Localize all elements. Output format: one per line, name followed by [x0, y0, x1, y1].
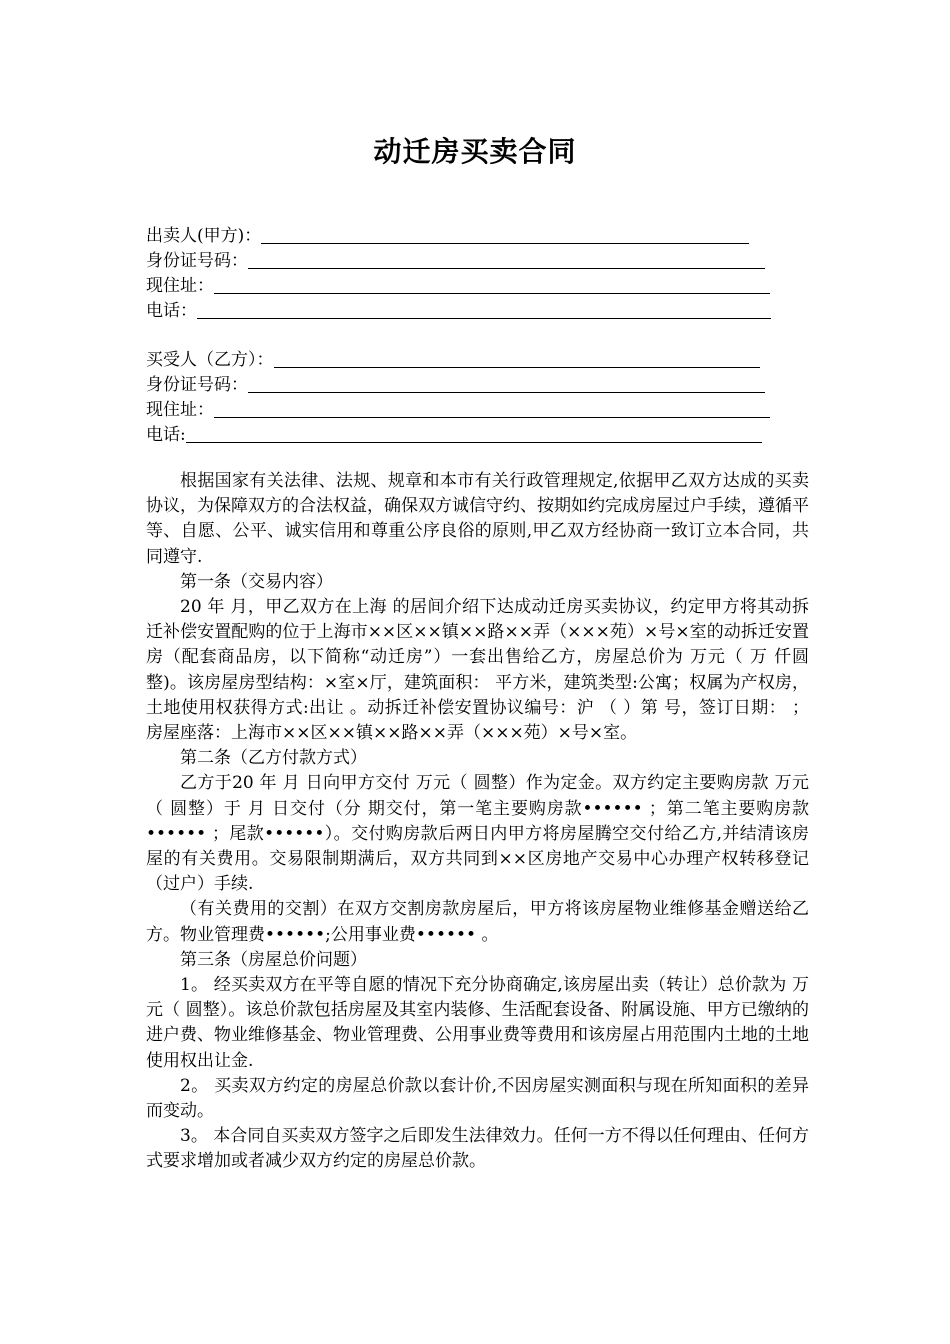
preamble-paragraph: 根据国家有关法律、法规、规章和本市有关行政管理规定,依据甲乙双方达成的买卖协议，为保障双方的合法权益，确保双方诚信守约、按期如约完成房屋过户手续，遵循平等、自愿、公平、诚实信用和尊重公序良俗的原则,甲乙双方经协商一致订立本合同，共同遵守. [146, 471, 809, 567]
article3-heading: 第三条（房屋总价问题） [180, 949, 367, 970]
seller-id-label: 身份证号码： [146, 251, 248, 271]
article1-paragraph: 20 年 月，甲乙双方在上海 的居间介绍下达成动迁房买卖协议，约定甲方将其动拆迁补偿安置配购的位于上海市××区××镇××路××弄（×××苑）×号×室的动拆迁安置房（配套商品房，以下简称“动迁房”）一套出售给乙方，房屋总价为 万元（ 万 仟圆整)。该房屋房型结构：×室×厅，建筑面积： 平方米，建筑类型:公寓；权属为产权房，土地使用权获得方式:出让 。动拆迁补偿安置协议编号：沪 （ ）第 号，签订日期： ； 房屋座落：上海市××区××镇××路××弄（×××苑）×号×室。 [146, 597, 809, 744]
buyer-section [146, 348, 786, 448]
seller-phone-label: 电话： [146, 301, 197, 321]
seller-phone-row [146, 299, 786, 324]
seller-id-row [146, 249, 786, 274]
article3-item-2: 2。 买卖双方约定的房屋总价款以套计价,不因房屋实测面积与现在所知面积的差异而变动。 [146, 1075, 809, 1122]
buyer-phone-label: 电话: [146, 425, 186, 445]
seller-name-label: 出卖人(甲方)： [146, 226, 262, 246]
seller-name-blank[interactable] [261, 226, 749, 244]
seller-id-blank[interactable] [248, 251, 765, 269]
buyer-name-row [146, 348, 786, 373]
buyer-address-blank[interactable] [214, 400, 770, 418]
seller-phone-blank[interactable] [197, 301, 771, 319]
article3-item-1: 1。 经买卖双方在平等自愿的情况下充分协商确定,该房屋出卖（转让）总价款为 万元（ 圆整）。该总价款包括房屋及其室内装修、生活配套设备、附属设施、甲方已缴纳的进户费、物业维修基金、物业管理费、公用事业费等费用和该房屋占用范围内土地的土地使用权出让金. [146, 975, 809, 1071]
contract-body [146, 469, 809, 1175]
buyer-phone-row [146, 423, 786, 448]
buyer-address-row [146, 398, 786, 423]
article2-paragraph: 乙方于20 年 月 日向甲方交付 万元（ 圆整）作为定金。双方约定主要购房款 万元（ 圆整）于 月 日交付（分 期交付，第一笔主要购房款•••••• ；第二笔主要购房款•••••• ；尾款••••••）。交付购房款后两日内甲方将房屋腾空交付给乙方,并结清该房屋的有关费用。交易限制期满后，双方共同到××区房地产交易中心办理产权转移登记（过户）手续. [146, 773, 809, 895]
seller-address-blank[interactable] [214, 276, 770, 294]
seller-section [146, 224, 786, 324]
seller-address-label: 现住址： [146, 276, 214, 296]
buyer-name-label: 买受人（乙方）： [146, 350, 274, 370]
article2-heading: 第二条（乙方付款方式） [180, 748, 367, 769]
buyer-id-label: 身份证号码： [146, 375, 248, 395]
buyer-address-label: 现住址： [146, 400, 214, 420]
buyer-phone-blank[interactable] [186, 425, 762, 443]
buyer-id-row [146, 373, 786, 398]
article3-item-3: 3。 本合同自买卖双方签字之后即发生法律效力。任何一方不得以任何理由、任何方式要求增加或者减少双方约定的房屋总价款。 [146, 1126, 809, 1172]
buyer-name-blank[interactable] [274, 350, 760, 368]
seller-name-row [146, 224, 786, 249]
article1-heading: 第一条（交易内容） [180, 571, 333, 592]
seller-address-row [146, 274, 786, 299]
document-title: 动迁房买卖合同 [373, 135, 577, 168]
buyer-id-blank[interactable] [248, 375, 765, 393]
fees-paragraph: （有关费用的交割）在双方交割房款房屋后，甲方将该房屋物业维修基金赠送给乙方。物业管理费••••••;公用事业费•••••• 。 [146, 899, 809, 945]
